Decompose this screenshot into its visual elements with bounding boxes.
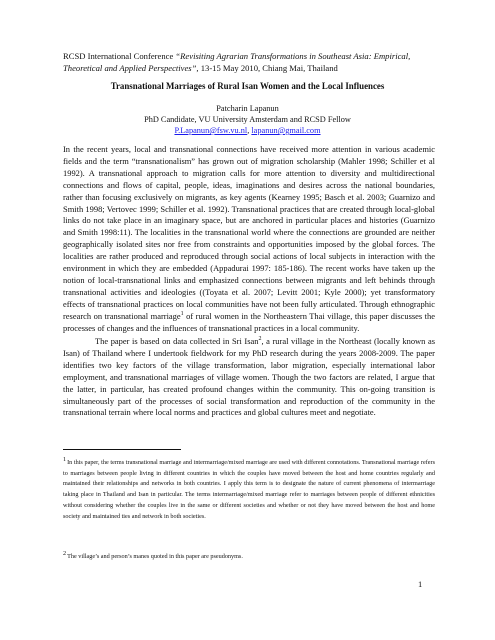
- author-affiliation: PhD Candidate, VU University Amsterdam and RCSD Fellow: [144, 115, 351, 124]
- footnote-2-number: 2: [63, 550, 67, 557]
- footnote-1-number: 1: [63, 456, 67, 463]
- conference-title: “Revisiting Agrarian Transformations in Southeast Asia: Empirical, Theoretical and Applied Perspectives”: [63, 51, 411, 73]
- page-number: 1: [418, 579, 423, 589]
- footnote-ref-2[interactable]: 2: [258, 336, 262, 343]
- body-paragraph-1: [63, 144, 435, 335]
- conference-header: [63, 50, 435, 74]
- paper-title: Transnational Marriages of Rural Isan Women and the Local Influences: [110, 81, 385, 91]
- paragraph-1-text-b: of rural women in the Northeastern Thai village, this paper discusses the processes of changes and the influences of transnational practices in a local community.: [63, 310, 435, 333]
- author-name: Patcharin Lapanun: [216, 104, 279, 113]
- paragraph-2-text-b: , a rural village in the Northeast (locally known as Isan) of Thailand where I undertook fieldwork for my PhD research during the years 2008-2009. The paper identifies two key factors of the village transformation, labor migration, especially international labor employment, and transnational marriages of village women. Though the two factors are related, I argue that the latter, in particular, has created profound changes within the community. This on-going transition is simultaneously part of the processes of social transformation and reproduction of the community in the transnational terrain where local norms and practices and global cultures meet and negotiate.: [63, 336, 435, 418]
- header-suffix: , 13-15 May 2010, Chiang Mai, Thailand: [196, 63, 338, 73]
- footnote-ref-1[interactable]: 1: [180, 310, 184, 317]
- email-link-gmail[interactable]: lapanun@gmail.com: [251, 126, 321, 135]
- paragraph-1-text-a: In the recent years, local and transnational connections have received more attention in various academic fields and the term “transnationalism” has grown out of migration scholarship (Mahler 1998; Schiller et al 1992). A transnational approach to migration calls for more attention to diversity and multidirectional connections and flows of capital, people, ideas, imaginations and desires across the national boundaries, rather than focusing exclusively on migrants, as key agents (Kearney 1995; Basch et al. 2003; Guarnizo and Smith 1998; Vertovec 1999; Schiller et al. 1992). Transnational practices that are created through local-global links do not take place in an imaginary space, but are anchored in particular places and histories (Guarnizo and Smith 1998:11). The localities in the transnational world where the connections are grounded are neither geographically isolated sites nor free from constraints and opportunities imposed by the global forces. The localities are rather produced and reproduced through social actions of local subjects in interaction with the environment in which they are embedded (Appadurai 1997: 185-186). The recent works have taken up the notion of local-transnational links and emphasized connections between migrants and left behinds through transnational activities and ideologies ((Toyata et al. 2007; Levitt 2001; Kyle 2000); yet transformatory effects of transnational practices on local communities have not been fully articulated. Through ethnographic research on transnational marriage: [63, 144, 435, 321]
- footnote-separator: [63, 449, 181, 450]
- email-link-fsw[interactable]: P.Lapanun@fsw.vu.nl: [174, 126, 248, 135]
- footnote-2: [63, 552, 435, 563]
- author-block: [0, 103, 495, 136]
- author-emails: [0, 125, 495, 136]
- email-separator: ,: [247, 126, 252, 135]
- footnote-1-text: In this paper, the terms transnational marriage and intermarriage/mixed marriage are used with different connotations. Transnational marriage refers to marriages between people living in different countries in which the couples have moved between the host and home countries regularly and maintained their relationships and networks in both countries. I apply this term is to designate the nature of current phenomena of intermarriage taking place in Thailand and Isan in particular. The terms intermarriage/mixed marriage refer to marriages between people of different ethnicities without considering whether the couples live in the same or different societies and whether or not they have moved between the host and home society and maintained ties and network in both societies.: [63, 459, 435, 520]
- body-paragraph-2: [63, 336, 435, 419]
- footnote-2-text: The village’s and person’s manes quoted in this paper are pseudonyms.: [67, 553, 243, 560]
- paragraph-2-text-a: The paper is based on data collected in Sri Isan: [95, 336, 259, 346]
- header-prefix: RCSD International Conference: [63, 51, 176, 61]
- footnote-1: [63, 458, 435, 522]
